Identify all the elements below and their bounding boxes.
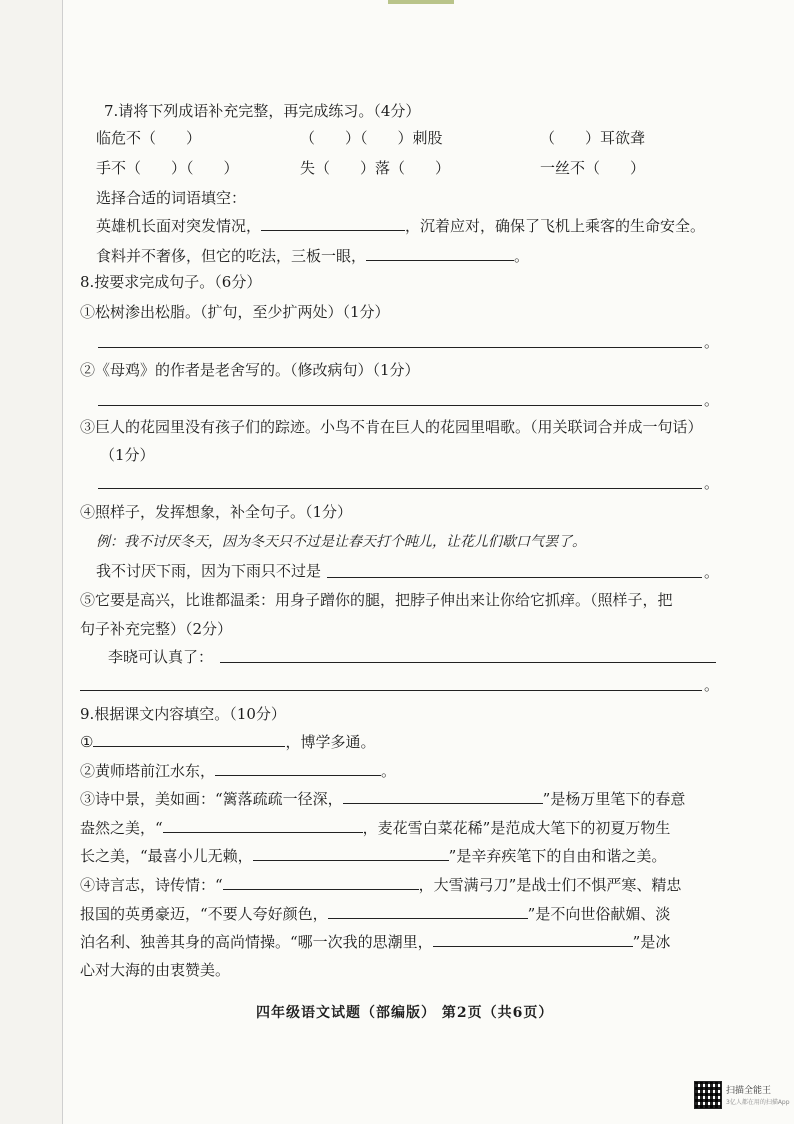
q9-item-2-blank[interactable] (215, 761, 381, 776)
q7-s1-after: ，沉着应对，确保了飞机上乘客的生命安全。 (405, 217, 706, 235)
q9-item-1 (80, 732, 375, 752)
q9-item-4-text-e: 泊名利、独善其身的高尚情操。“哪一次我的思潮里， (80, 933, 433, 951)
q9-item-3-text-d: ，麦花雪白菜花稀”是范成大笔下的初夏万物生 (362, 819, 671, 837)
q9-item-3-line2 (80, 818, 670, 838)
q9-item-3-text-c: 盎然之美，“ (80, 819, 163, 837)
q8-item-1-end: 。 (704, 333, 720, 351)
q8-item-5-answer-line-1[interactable] (220, 662, 716, 663)
q9-title: 9.根据课文内容填空。（10分） (80, 705, 286, 723)
q9-item-4-text-d: ”是不向世俗献媚、淡 (527, 905, 671, 923)
q8-item-2-end: 。 (704, 391, 720, 409)
q8-item-5-answer-line-2[interactable] (80, 690, 702, 691)
q9-item-2-text: ②黄师塔前江水东， (80, 762, 216, 780)
q8-item-4-answer-line[interactable] (327, 577, 702, 578)
q8-item-4-end: 。 (704, 563, 720, 581)
q9-item-1-blank[interactable] (93, 732, 285, 747)
q7-sentence-1 (96, 216, 705, 236)
q8-item-3-end: 。 (704, 474, 720, 492)
q9-item-2 (80, 761, 396, 781)
q8-item-3-answer-line[interactable] (98, 488, 702, 489)
q8-item-5-line2: 句子补充完整）（2分） (80, 620, 233, 638)
scanner-app-name: 扫描全能王 (726, 1086, 772, 1096)
q7-idiom-4: 手不（ ）（ ） (96, 159, 239, 177)
q9-item-4-text-c: 报国的英勇豪迈，“不要人夸好颜色， (80, 905, 328, 923)
q8-item-5-prompt: 李晓可认真了： (108, 648, 214, 666)
q9-item-4-line3 (80, 932, 670, 952)
q9-item-3-blank-3[interactable] (253, 846, 449, 861)
q7-idiom-3: （ ）耳欲聋 (540, 129, 646, 147)
q9-item-4-blank-2[interactable] (328, 904, 528, 919)
q8-item-4: ④照样子，发挥想象，补全句子。（1分） (80, 503, 353, 521)
q7-sentence-2 (96, 246, 529, 266)
q9-item-3-line1 (80, 789, 685, 809)
scanner-watermark (694, 1081, 790, 1109)
q7-instruction: 选择合适的词语填空： (96, 189, 247, 207)
top-edge-mark (388, 0, 454, 4)
q9-item-3-blank-1[interactable] (343, 789, 543, 804)
q9-item-1-num: ① (80, 733, 94, 751)
q9-item-3-text-e: 长之美，“最喜小儿无赖， (80, 847, 253, 865)
q7-idiom-5: 失（ ）落（ ） (300, 159, 451, 177)
q8-item-5-line1: ⑤它要是高兴，比谁都温柔：用身子蹭你的腿，把脖子伸出来让你给它抓痒。（照样子，把 (80, 591, 673, 609)
q7-s1-before: 英雄机长面对突发情况， (96, 217, 262, 235)
qr-code-icon (694, 1081, 722, 1109)
q8-item-3-line2: （1分） (100, 446, 155, 464)
scanner-app-tagline: 3亿人都在用的扫描App (726, 1099, 790, 1106)
q7-s2-after: 。 (514, 247, 530, 265)
q8-item-1: ①松树渗出松脂。（扩句，至少扩两处）（1分） (80, 303, 390, 321)
q7-idiom-1: 临危不（ ） (96, 129, 202, 147)
q9-item-3-text-a: ③诗中景，美如画：“篱落疏疏一径深， (80, 790, 343, 808)
q7-idiom-2: （ ）（ ）刺股 (300, 129, 443, 147)
q9-item-4-text-b: ，大雪满弓刀”是战士们不惧严寒、精忠 (418, 876, 682, 894)
page-footer: 四年级语文试题（部编版） 第2页（共6页） (256, 1005, 554, 1021)
q7-s2-blank[interactable] (366, 246, 514, 261)
q8-item-5-end: 。 (704, 676, 720, 694)
q9-item-4-line2 (80, 904, 670, 924)
q9-item-4-line1 (80, 875, 681, 895)
q9-item-4-line4: 心对大海的由衷赞美。 (80, 961, 231, 979)
q8-item-2: ②《母鸡》的作者是老舍写的。（修改病句）（1分） (80, 361, 420, 379)
q9-item-3-text-b: ”是杨万里笔下的春意 (542, 790, 686, 808)
q8-item-3-line1: ③巨人的花园里没有孩子们的踪迹。小鸟不肯在巨人的花园里唱歌。（用关联词合并成一句话） (80, 418, 703, 436)
q9-item-3-text-f: ”是辛弃疾笔下的自由和谐之美。 (448, 847, 667, 865)
q9-item-4-blank-1[interactable] (223, 875, 419, 890)
q8-item-4-example: 例：我不讨厌冬天，因为冬天只不过是让春天打个盹儿，让花儿们歇口气罢了。 (96, 534, 586, 550)
q9-item-1-after: ，博学多通。 (285, 733, 376, 751)
q9-item-3-blank-2[interactable] (163, 818, 363, 833)
q8-item-1-answer-line[interactable] (98, 347, 702, 348)
q7-idiom-6: 一丝不（ ） (540, 159, 646, 177)
q9-item-4-blank-3[interactable] (433, 932, 633, 947)
q9-item-4-text-f: ”是冰 (632, 933, 671, 951)
q9-item-4-text-a: ④诗言志，诗传情：“ (80, 876, 223, 894)
q8-item-2-answer-line[interactable] (98, 405, 702, 406)
q9-item-3-line3 (80, 846, 666, 866)
q7-s2-before: 食料并不奢侈，但它的吃法，三板一眼， (96, 247, 367, 265)
q8-item-4-prompt: 我不讨厌下雨，因为下雨只不过是 (96, 562, 322, 580)
q8-title: 8.按要求完成句子。（6分） (80, 273, 262, 291)
q7-title: 7.请将下列成语补充完整，再完成练习。（4分） (104, 102, 421, 120)
q9-item-2-end: 。 (381, 762, 397, 780)
q7-s1-blank[interactable] (261, 216, 405, 231)
